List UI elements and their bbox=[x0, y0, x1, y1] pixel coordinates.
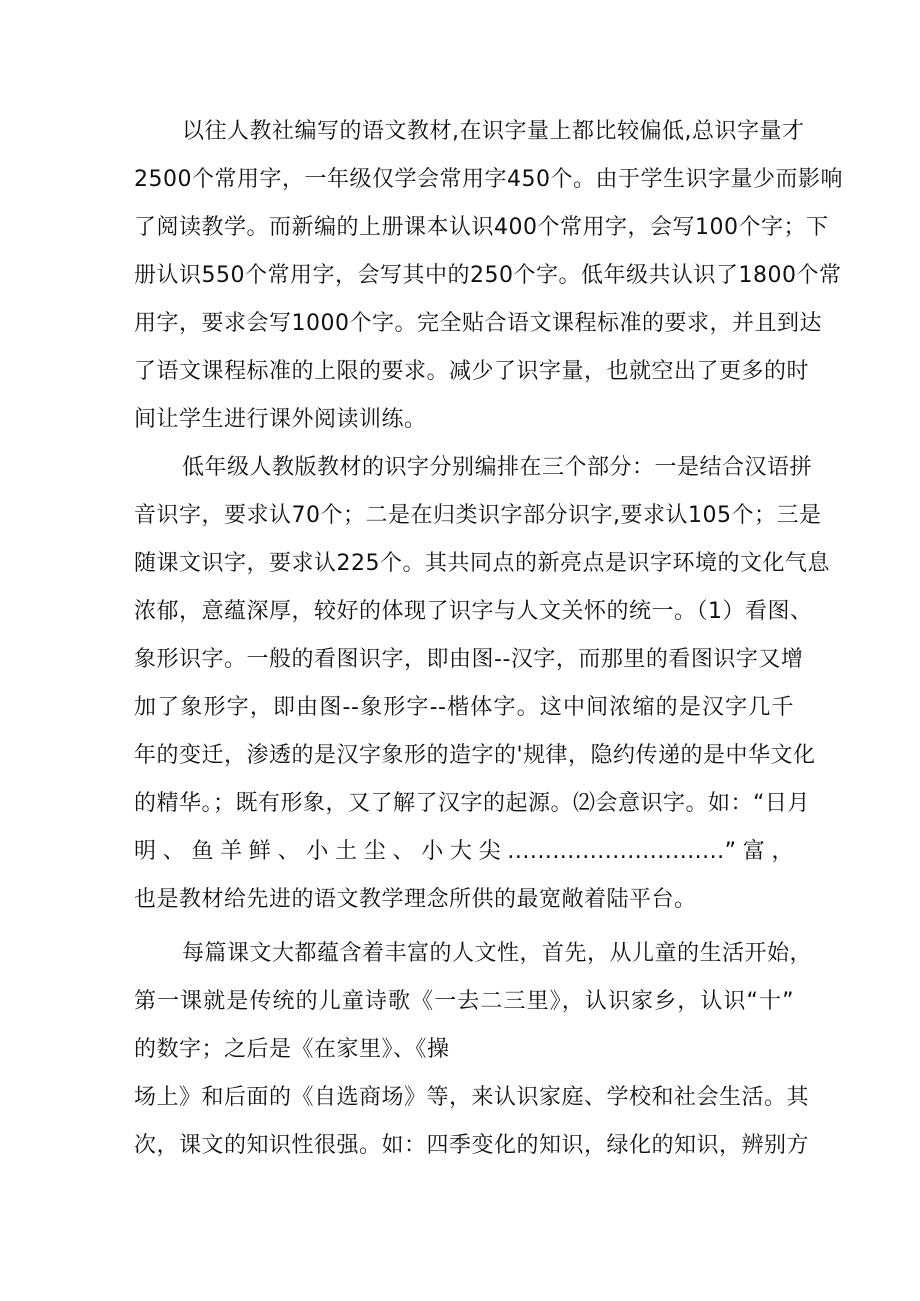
paragraph-2-line-10: 也是教材给先进的语文教学理念所供的最宽敞着陆平台。 bbox=[134, 887, 697, 912]
paragraph-3-line-1: 每篇课文大都蕴含着丰富的人文性，首先，从儿童的生活开始， bbox=[182, 941, 813, 966]
paragraph-2-line-3: 随课文识字，要求认225个。其共同点的新亮点是识字环境的文化气息 bbox=[134, 551, 830, 576]
paragraph-2-line-4: 浓郁，意蕴深厚，较好的体现了识字与人文关怀的统一。（1）看图、 bbox=[134, 599, 813, 624]
paragraph-2-line-2: 音识字，要求认70个；二是在归类识字部分识字,要求认105个；三是 bbox=[134, 503, 822, 528]
paragraph-2-line-5: 象形识字。一般的看图识字，即由图--汉字，而那里的看图识字又增 bbox=[134, 647, 804, 672]
paragraph-1-line-5: 用字，要求会写1000个字。完全贴合语文课程标准的要求，并且到达 bbox=[134, 311, 822, 336]
paragraph-2-line-7: 年的变迁，渗透的是汉字象形的造字的'规律，隐约传递的是中华文化 bbox=[134, 743, 816, 768]
paragraph-3-line-2: 第一课就是传统的儿童诗歌《一去二三里》，认识家乡，认识“十” bbox=[134, 989, 794, 1014]
paragraph-1-line-6: 了语文课程标准的上限的要求。减少了识字量，也就空出了更多的时 bbox=[134, 359, 810, 384]
paragraph-1-line-2: 2500个常用字，一年级仅学会常用字450个。由于学生识字量少而影响 bbox=[134, 167, 843, 192]
paragraph-3-line-5: 次，课文的知识性很强。如：四季变化的知识，绿化的知识，辨别方 bbox=[134, 1133, 810, 1158]
paragraph-1-line-3: 了阅读教学。而新编的上册课本认识400个常用字，会写100个字；下 bbox=[134, 215, 829, 240]
paragraph-2-line-9: 明、鱼羊鲜、小土尘、小大尖.............................”富， bbox=[134, 839, 794, 864]
paragraph-1-line-4: 册认识550个常用字，会写其中的250个字。低年级共认识了1800个常 bbox=[134, 263, 842, 288]
paragraph-1-line-7: 间让学生进行课外阅读训练。 bbox=[134, 407, 427, 432]
paragraph-3-line-3: 的数字；之后是《在家里》、《操 bbox=[134, 1037, 450, 1062]
paragraph-3-line-4: 场上》和后面的《自选商场》等，来认识家庭、学校和社会生活。其 bbox=[134, 1085, 810, 1110]
paragraph-1-line-1: 以往人教社编写的语文教材,在识字量上都比较偏低,总识字量才 bbox=[182, 119, 805, 144]
paragraph-2-line-6: 加了象形字，即由图--象形字--楷体字。这中间浓缩的是汉字几千 bbox=[134, 695, 794, 720]
paragraph-2-line-8: 的精华。；既有形象，又了解了汉字的起源。⑵会意识字。如：“日月 bbox=[134, 791, 810, 816]
paragraph-2-line-1: 低年级人教版教材的识字分别编排在三个部分：一是结合汉语拼 bbox=[182, 455, 813, 480]
